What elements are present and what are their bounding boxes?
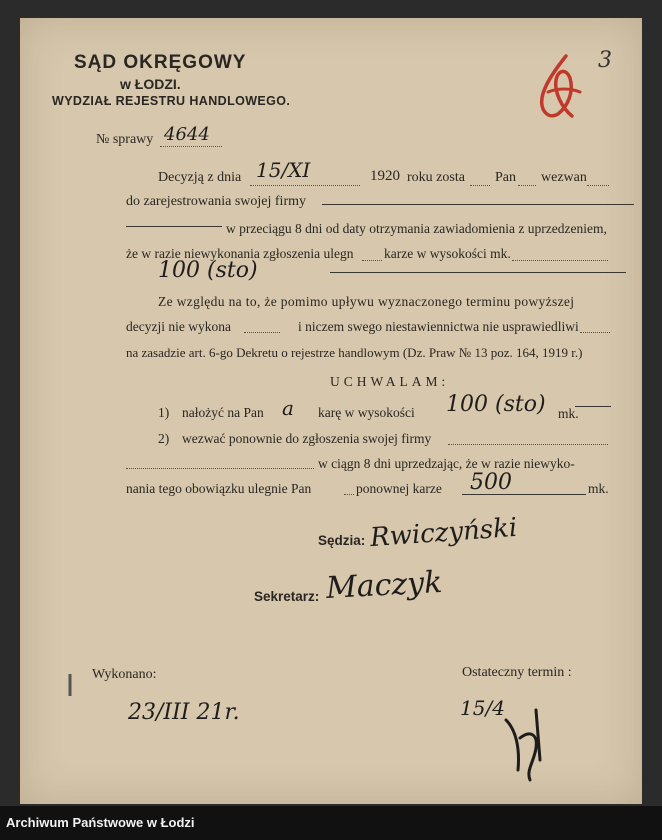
dots: [587, 185, 609, 186]
deadline-label: Ostateczny termin :: [462, 665, 572, 680]
dots: [512, 260, 608, 261]
warning-line-b2: ponownej karze: [356, 481, 442, 496]
red-pencil-mark: [528, 48, 598, 134]
second-fine-handwritten: 500: [470, 470, 512, 495]
case-number: 4644: [164, 124, 210, 145]
para2-line2-b: i niczem swego niestawiennictwa nie usprawiedliwi: [298, 319, 579, 334]
archive-footer: [0, 806, 662, 840]
dots: [244, 332, 280, 333]
case-number-dots: [160, 146, 222, 147]
second-fine-mk: mk.: [588, 481, 609, 496]
item2-text: wezwać ponownie do zgłoszenia swojej firmy: [182, 431, 432, 446]
item1-number: 1): [158, 405, 170, 420]
item1-amount-line: [575, 406, 611, 407]
corner-number: 3: [598, 48, 612, 73]
dots: [580, 332, 610, 333]
para2-line3: na zasadzie art. 6-go Dekretu o rejestrze handlowym (Dz. Praw № 13 poz. 164, 1919 r.): [126, 345, 583, 360]
court-city: w ŁODZI.: [120, 76, 181, 92]
decision-year: 1920: [370, 168, 400, 184]
dots: [126, 468, 314, 469]
dots: [448, 444, 608, 445]
deadline-scribble: [496, 700, 556, 786]
secretary-label: Sekretarz:: [254, 589, 320, 604]
item1-handwritten-a: a: [282, 396, 294, 420]
dots: [362, 260, 382, 261]
deadline-text: w przeciągu 8 dni od daty otrzymania zawiadomienia z uprzedzeniem,: [226, 221, 607, 236]
penalty-warning-b: karze w wysokości mk.: [384, 246, 511, 261]
department-name: WYDZIAŁ REJESTRU HANDLOWEGO.: [52, 94, 291, 108]
judge-signature: Rwiczyński: [369, 512, 519, 554]
penalty-warning-a: że w razie niewykonania zgłoszenia ulegn: [126, 246, 354, 261]
uchwalam-heading: UCHWALAM:: [330, 374, 450, 389]
margin-mark: [62, 670, 78, 700]
para2-line1: Ze względu na to, że pomimo upływu wyznaczonego terminu powyższej: [158, 294, 575, 309]
pan-text: Pan: [495, 170, 516, 185]
second-fine-line: [462, 494, 586, 495]
deadline-date: 15/4: [460, 696, 505, 720]
item1-mk: mk.: [558, 406, 579, 421]
archive-name: Archiwum Państwowe w Łodzi: [6, 815, 195, 830]
register-firm-text: do zarejestrowania swojej firmy: [126, 194, 306, 209]
judge-label: Sędzia:: [318, 533, 366, 548]
secretary-signature: Maczyk: [325, 564, 444, 607]
decision-prefix: Decyzją z dnia: [158, 170, 242, 185]
fine-amount-line: [330, 272, 626, 273]
item2-number: 2): [158, 431, 170, 446]
fine-amount-handwritten: 100 (sto): [158, 258, 258, 283]
roku-text: roku zosta: [407, 170, 465, 185]
dots: [518, 185, 536, 186]
item1-amount-handwritten: 100 (sto): [446, 392, 546, 417]
item1-text-a: nałożyć na Pan: [182, 405, 264, 420]
dots: [470, 185, 490, 186]
case-number-label: № sprawy: [96, 132, 154, 147]
wykonano-date: 23/III 21r.: [128, 700, 240, 725]
dots: [344, 494, 354, 495]
warning-line-a: w ciągn 8 dni uprzedzając, że w razie niewyko-: [318, 456, 575, 471]
dots: [250, 185, 360, 186]
warning-line-b1: nania tego obowiązku ulegnie Pan: [126, 481, 312, 496]
court-name: SĄD OKRĘGOWY: [74, 52, 247, 73]
para2-line2-a: decyzji nie wykona: [126, 319, 231, 334]
firm-name-line: [322, 204, 634, 205]
firm-name-line-2: [126, 226, 222, 227]
wykonano-label: Wykonano:: [92, 667, 157, 682]
item1-text-b: karę w wysokości: [318, 405, 415, 420]
decision-date: 15/XI: [256, 158, 311, 182]
wezwan-text: wezwan: [541, 170, 587, 185]
